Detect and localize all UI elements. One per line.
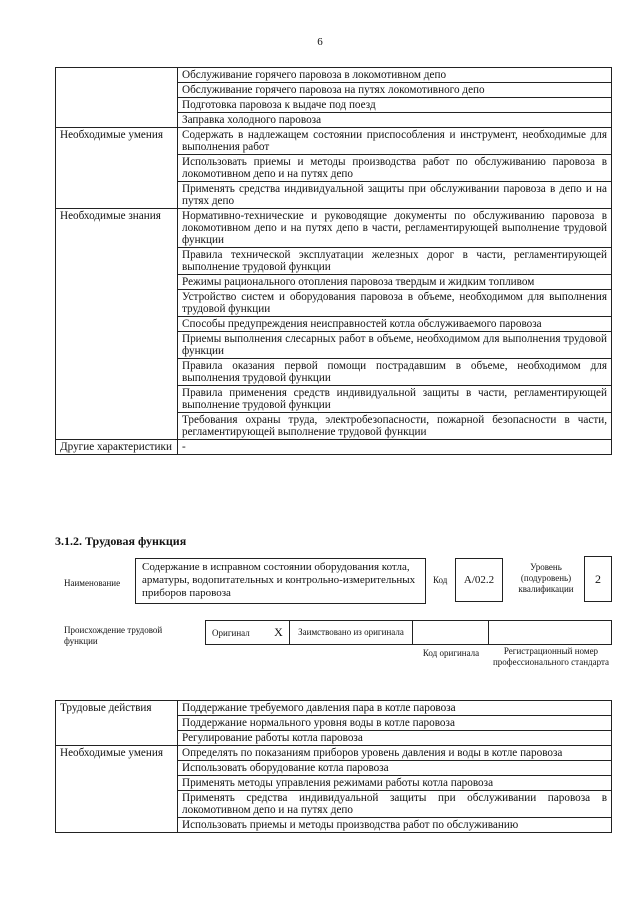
table-row	[56, 440, 612, 455]
row-item: Обслуживание горячего паровоза в локомотивном депо	[178, 68, 612, 83]
row-item: Режимы рационального отопления паровоза твердым и жидким топливом	[178, 275, 612, 290]
row-item: Нормативно-технические и руководящие документы по обслуживанию паровоза в локомотивном депо и на путях депо в части, регламентирующей выполнение трудовой функции	[178, 209, 612, 248]
table-row	[56, 746, 612, 761]
row-item: Обслуживание горячего паровоза на путях локомотивного депо	[178, 83, 612, 98]
row-label	[56, 68, 178, 128]
row-item: Использовать приемы и методы производства работ по обслуживанию	[178, 818, 612, 833]
origin-original-label: Оригинал	[212, 627, 250, 638]
row-item: Правила технической эксплуатации железных дорог в части, регламентирующей выполнение трудовой функции	[178, 248, 612, 275]
origin-borrowed-label: Заимствовано из оригинала	[290, 621, 413, 644]
function-name-value: Содержание в исправном состоянии оборудования котла, арматуры, водопитательных и контрольно-измерительных приборов паровоза	[135, 558, 426, 604]
row-item: Использовать оборудование котла паровоза	[178, 761, 612, 776]
row-item: Приемы выполнения слесарных работ в объеме, необходимом для выполнения трудовой функции	[178, 332, 612, 359]
row-item: Применять средства индивидуальной защиты при обслуживании паровоза в депо и на путях депо	[178, 182, 612, 209]
row-item: Применять методы управления режимами работы котла паровоза	[178, 776, 612, 791]
table-row	[56, 209, 612, 248]
row-item: Подготовка паровоза к выдаче под поезд	[178, 98, 612, 113]
row-item: Содержать в надлежащем состоянии приспособления и инструмент, необходимые для выполнения работ	[178, 128, 612, 155]
competency-table-2	[55, 700, 612, 833]
row-item: Правила оказания первой помощи пострадавшим в объеме, необходимом для выполнения трудовой функции	[178, 359, 612, 386]
row-label: Необходимые знания	[56, 209, 178, 440]
section-title: 3.1.2. Трудовая функция	[55, 534, 187, 548]
row-item: Заправка холодного паровоза	[178, 113, 612, 128]
qualification-level-label: Уровень (подуровень) квалификации	[518, 562, 574, 594]
table-row	[56, 68, 612, 83]
competency-table-1	[55, 67, 612, 455]
row-item: Поддержание нормального уровня воды в котле паровоза	[178, 716, 612, 731]
competency-table-2-body	[56, 701, 612, 833]
function-name-label: Наименование	[64, 578, 121, 588]
table-row	[56, 701, 612, 716]
row-item: Поддержание требуемого давления пара в котле паровоза	[178, 701, 612, 716]
row-item: Устройство систем и оборудования паровоза в объеме, необходимом для выполнения трудовой функции	[178, 290, 612, 317]
function-code-label: Код	[433, 575, 448, 585]
origin-code-cell	[413, 621, 489, 644]
origin-original-mark: X	[268, 621, 290, 644]
table-row	[56, 128, 612, 155]
competency-table-1-body	[56, 68, 612, 455]
function-code-value: А/02.2	[455, 558, 503, 602]
original-code-caption: Код оригинала	[422, 648, 480, 658]
row-label: Необходимые умения	[56, 746, 178, 833]
row-label: Другие характеристики	[56, 440, 178, 455]
page-number: 6	[317, 36, 323, 48]
row-item: Использовать приемы и методы производства работ по обслуживанию паровоза в локомотивном депо и на путях депо	[178, 155, 612, 182]
row-label: Необходимые умения	[56, 128, 178, 209]
row-item: Правила применения средств индивидуальной защиты в части, регламентирующей выполнение трудовой функции	[178, 386, 612, 413]
row-label: Трудовые действия	[56, 701, 178, 746]
row-item: Способы предупреждения неисправностей котла обслуживаемого паровоза	[178, 317, 612, 332]
row-item: Требования охраны труда, электробезопасности, пожарной безопасности в части, регламентирующей выполнение трудовой функции	[178, 413, 612, 440]
qualification-level-value: 2	[584, 556, 612, 602]
function-origin-row	[205, 620, 612, 645]
row-item: Регулирование работы котла паровоза	[178, 731, 612, 746]
function-origin-label: Происхождение трудовой функции	[64, 625, 163, 646]
row-item: Определять по показаниям приборов уровень давления и воды в котле паровоза	[178, 746, 612, 761]
origin-registration-cell	[489, 621, 611, 644]
registration-number-caption: Регистрационный номер профессионального стандарта	[492, 646, 610, 667]
row-item: Применять средства индивидуальной защиты при обслуживании паровоза в локомотивном депо и на путях депо	[178, 791, 612, 818]
row-item: -	[178, 440, 612, 455]
